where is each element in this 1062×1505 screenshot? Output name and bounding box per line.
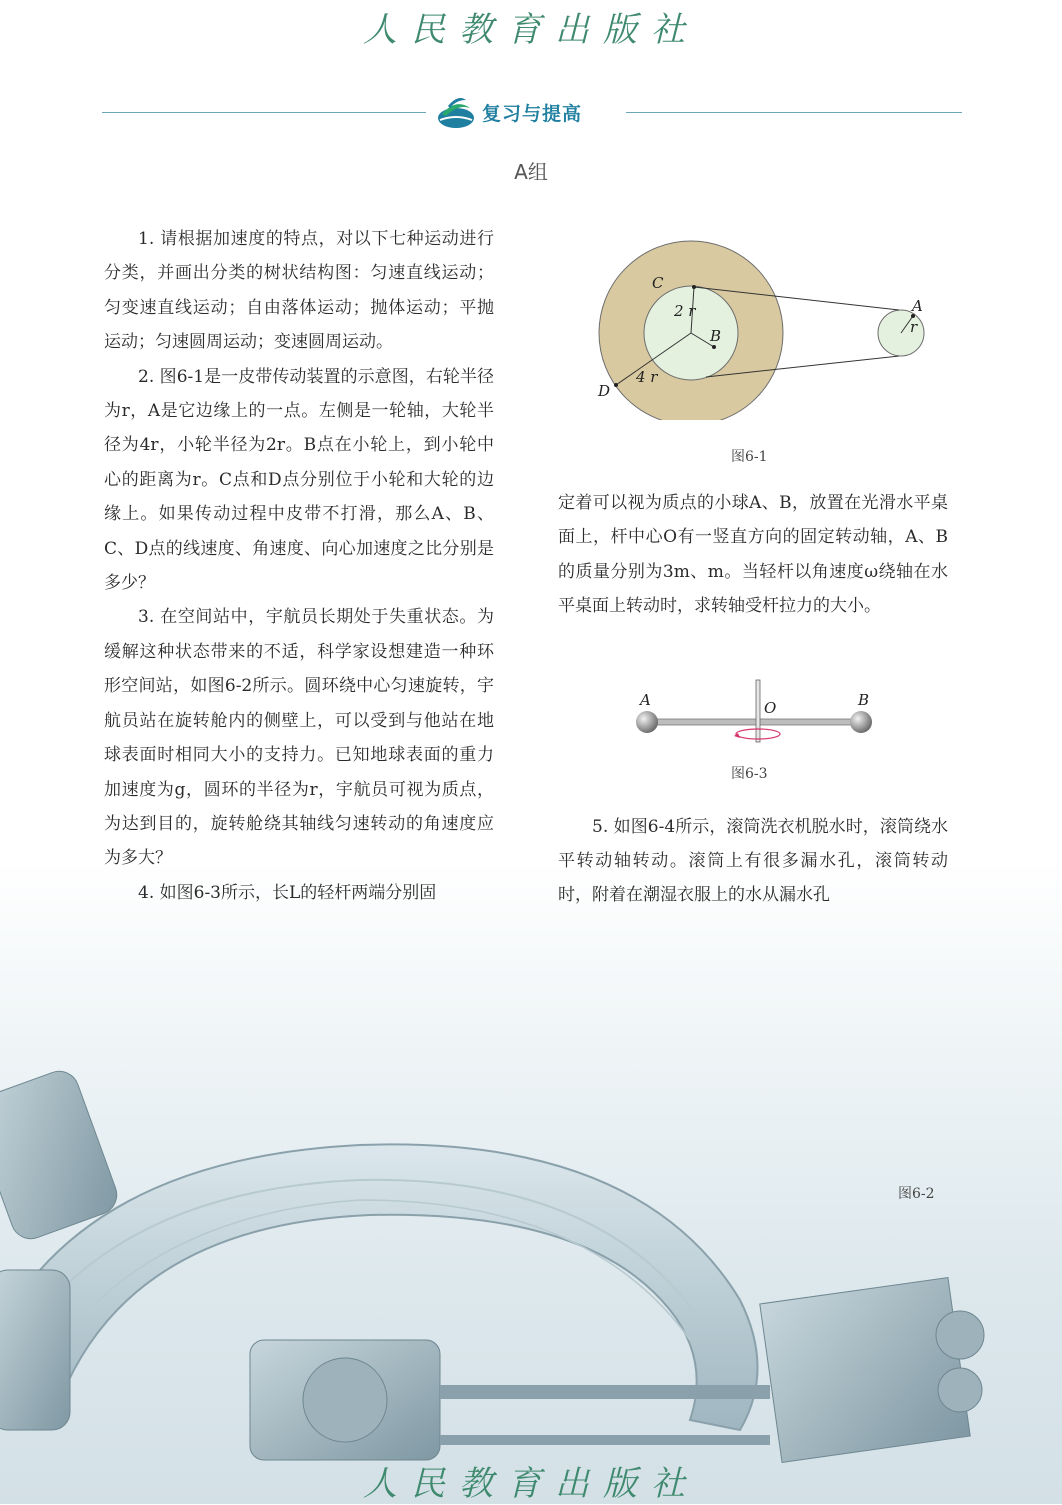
figure-6-3-caption: 图6-3 — [731, 766, 768, 782]
publisher-logo-top: 人民教育出版社 — [363, 10, 699, 50]
figure-6-1 — [580, 240, 960, 420]
figure-6-2-caption: 图6-2 — [898, 1186, 935, 1202]
section-logo-icon — [436, 94, 476, 130]
point-b — [712, 345, 716, 349]
label-r2: 2 r — [674, 302, 696, 320]
problem-4-continued: 定着可以视为质点的小球A、B，放置在光滑水平桌面上，杆中心O有一竖直方向的固定转动轴，A、B的质量分别为3m、m。当轻杆以角速度ω绕轴在水平桌面上转动时，求转轴受杆拉力的大小。 — [558, 493, 948, 617]
label-d: D — [598, 382, 611, 400]
problem-1: 1. 请根据加速度的特点，对以下七种运动进行分类，并画出分类的树状结构图：匀速直线运动；匀变速直线运动；自由落体运动；抛体运动；平抛运动；匀速圆周运动；变速圆周运动。 — [104, 229, 494, 353]
label-o: O — [764, 699, 777, 717]
problem-4-start: 4. 如图6-3所示，长L的轻杆两端分别固 — [138, 882, 437, 903]
label-b: B — [858, 691, 870, 709]
rotation-arrow-head — [734, 733, 740, 738]
label-c: C — [652, 274, 664, 292]
publisher-logo-bottom: 人民教育出版社 — [363, 1464, 699, 1504]
space-station-illustration — [0, 1040, 1062, 1504]
rod — [646, 719, 862, 725]
problem-2: 2. 图6-1是一皮带传动装置的示意图，右轮半径为r，A是它边缘上的一点。左侧是一轮轴，大轮半径为4r，小轮半径为2r。B点在小轮上，到小轮中心的距离为r。C点和D点分别位于小轮和大轮的边缘上。如果传动过程中皮带不打滑，那么A、B、C、D点的线速度、角速度、向心加速度之比分别是多少？ — [104, 366, 494, 594]
problem-3: 3. 在空间站中，宇航员长期处于失重状态。为缓解这种状态带来的不适，科学家设想建造一种环形空间站，如图6-2所示。圆环绕中心匀速旋转，宇航员站在旋转舱内的侧壁上，可以受到与他站在地球表面时相同大小的支持力。已知地球表面的重力加速度为g，圆环的半径为r，宇航员可视为质点，为达到目的，旋转舱绕其轴线匀速转动的角速度应为多大？ — [104, 607, 494, 869]
header-rule-left — [102, 112, 426, 113]
group-label: A组 — [514, 160, 548, 184]
station-module-right — [760, 1278, 984, 1463]
label-r: r — [910, 318, 918, 336]
station-hub — [250, 1340, 770, 1460]
point-d — [614, 383, 618, 387]
label-r4: 4 r — [636, 368, 658, 386]
section-title: 复习与提高 — [482, 102, 583, 125]
left-column — [104, 222, 494, 910]
axis — [756, 680, 760, 742]
label-a: A — [912, 297, 923, 315]
section-header — [436, 92, 582, 132]
ball-b — [850, 711, 872, 733]
header-rule-right — [626, 112, 962, 113]
label-b: B — [710, 327, 722, 345]
ball-a — [636, 711, 658, 733]
figure-6-3 — [620, 678, 890, 748]
problem-5: 5. 如图6-4所示，滚筒洗衣机脱水时，滚筒绕水平转动轴转动。滚筒上有很多漏水孔，滚筒转动时，附着在潮湿衣服上的水从漏水孔 — [558, 816, 948, 906]
figure-6-1-caption: 图6-1 — [731, 449, 768, 465]
label-a: A — [640, 691, 651, 709]
point-c — [692, 285, 696, 289]
